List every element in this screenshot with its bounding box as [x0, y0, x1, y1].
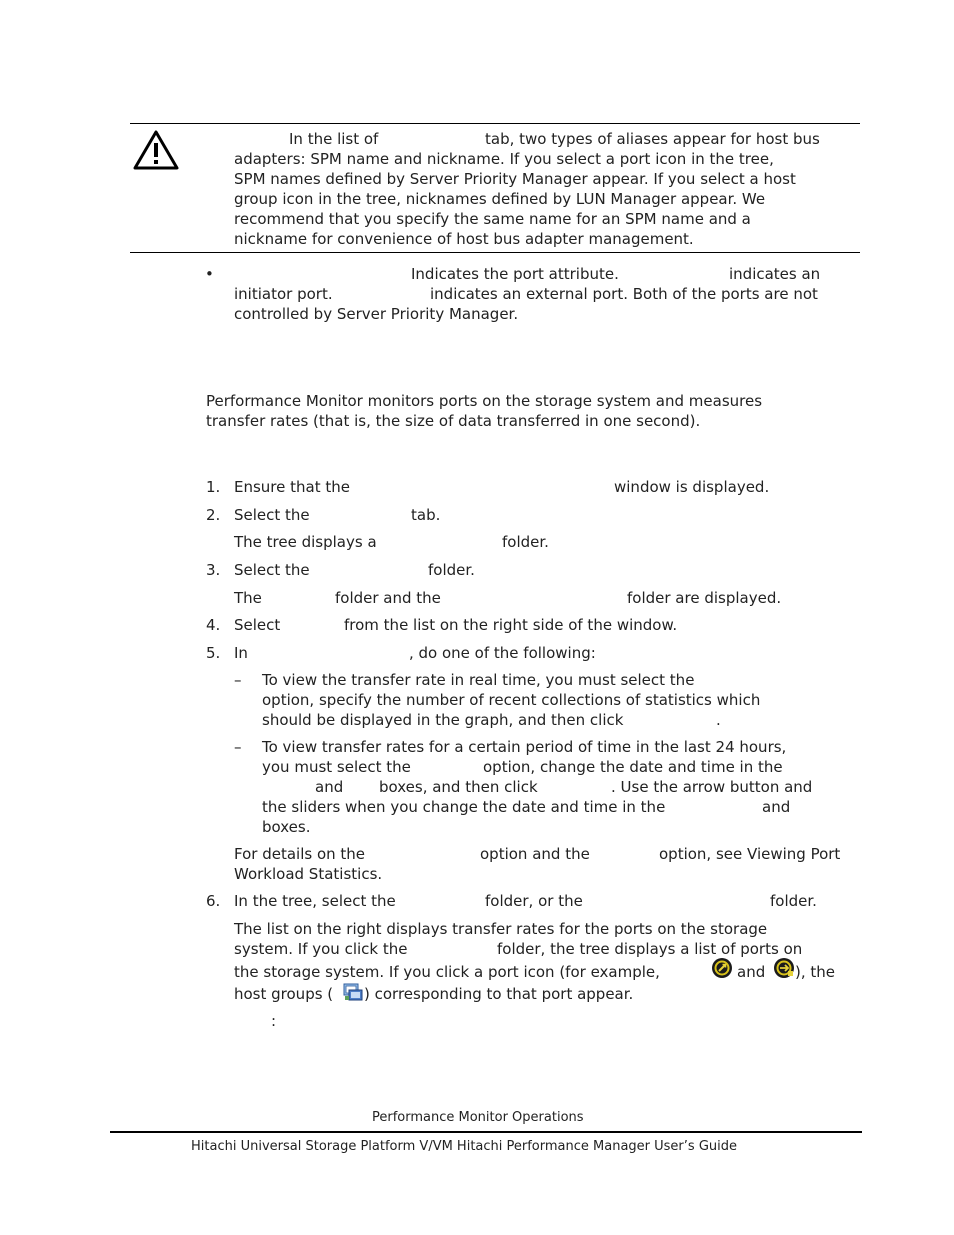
note-line-5: recommend that you specify the same name for an SPM name and a	[234, 210, 751, 228]
step-5-details-b: option and the	[480, 845, 590, 863]
step-6-result-line-4a: host groups (	[234, 985, 334, 1003]
step-2-text-a: Select the	[234, 506, 310, 524]
step-3-result-c: folder are displayed.	[627, 589, 782, 607]
step-2-result-b: folder.	[502, 533, 549, 551]
step-4-text-b: from the list on the right side of the window.	[344, 616, 678, 634]
bullet-marker: •	[205, 265, 214, 283]
sub-item-2-line-5: boxes.	[262, 818, 311, 836]
bullet-line-1a: Indicates the port attribute.	[411, 265, 619, 283]
sub-item-1-dash: –	[234, 671, 242, 689]
step-1-text-a: Ensure that the	[234, 478, 350, 496]
step-6-result-line-2b: folder, the tree displays a list of ports on	[497, 940, 803, 958]
intro-line-1: Performance Monitor monitors ports on the storage system and measures	[206, 392, 763, 410]
step-3-number: 3.	[206, 561, 221, 579]
note-line-6: nickname for convenience of host bus adapter management.	[234, 230, 694, 248]
sub-item-2-line-3b: boxes, and then click	[379, 778, 538, 796]
step-5-details-c: option, see Viewing Port	[659, 845, 841, 863]
sub-item-2-dash: –	[234, 738, 242, 756]
step-1-number: 1.	[206, 478, 221, 496]
note-top-rule	[130, 123, 860, 124]
note-line-1a: In the list of	[289, 130, 379, 148]
step-3-result-a: The	[234, 589, 262, 607]
step-6-trailing-colon: :	[271, 1012, 277, 1030]
note-line-4: group icon in the tree, nicknames defined by LUN Manager appear. We	[234, 190, 766, 208]
host-group-icon	[342, 981, 364, 1003]
step-1-text-b: window is displayed.	[614, 478, 770, 496]
step-4-text-a: Select	[234, 616, 281, 634]
external-port-icon	[773, 957, 795, 979]
step-6-result-line-3c: ), the	[795, 963, 836, 981]
step-6-result-line-3a: the storage system. If you click a port icon (for example,	[234, 963, 660, 981]
step-5-details-a: For details on the	[234, 845, 366, 863]
step-6-result-line-2a: system. If you click the	[234, 940, 408, 958]
step-6-text-a: In the tree, select the	[234, 892, 396, 910]
step-6-number: 6.	[206, 892, 221, 910]
sub-item-2-line-4a: the sliders when you change the date and time in the	[262, 798, 666, 816]
sub-item-2-line-1: To view transfer rates for a certain period of time in the last 24 hours,	[262, 738, 787, 756]
sub-item-2-line-2b: option, change the date and time in the	[483, 758, 783, 776]
step-6-text-c: folder.	[770, 892, 817, 910]
step-6-result-line-3b: and	[737, 963, 766, 981]
step-2-number: 2.	[206, 506, 221, 524]
step-6-result-line-4b: ) corresponding to that port appear.	[364, 985, 634, 1003]
bullet-line-3: controlled by Server Priority Manager.	[234, 305, 519, 323]
initiator-port-icon	[711, 957, 733, 979]
step-5-text-a: In	[234, 644, 248, 662]
step-2-result-a: The tree displays a	[234, 533, 377, 551]
bullet-line-2b: indicates an external port. Both of the ports are not	[430, 285, 818, 303]
step-4-number: 4.	[206, 616, 221, 634]
step-3-text-b: folder.	[428, 561, 475, 579]
note-line-1b: tab, two types of aliases appear for host bus	[485, 130, 820, 148]
step-5-number: 5.	[206, 644, 221, 662]
bullet-line-1b: indicates an	[729, 265, 821, 283]
sub-item-2-line-3c: . Use the arrow button and	[611, 778, 813, 796]
sub-item-1-line-1: To view the transfer rate in real time, you must select the	[262, 671, 695, 689]
footer-section-title: Performance Monitor Operations	[372, 1110, 584, 1125]
bullet-line-2a: initiator port.	[234, 285, 333, 303]
sub-item-2-line-3a: and	[315, 778, 344, 796]
step-6-text-b: folder, or the	[485, 892, 583, 910]
sub-item-1-line-3-end: .	[716, 711, 721, 729]
intro-line-2: transfer rates (that is, the size of data transferred in one second).	[206, 412, 701, 430]
note-line-3: SPM names defined by Server Priority Manager appear. If you select a host	[234, 170, 796, 188]
warning-icon	[132, 129, 180, 171]
note-bottom-rule	[130, 252, 860, 253]
step-3-text-a: Select the	[234, 561, 310, 579]
sub-item-1-line-2: option, specify the number of recent collections of statistics which	[262, 691, 761, 709]
step-5-text-b: , do one of the following:	[409, 644, 596, 662]
footer-rule	[110, 1131, 862, 1133]
note-line-2: adapters: SPM name and nickname. If you select a port icon in the tree,	[234, 150, 774, 168]
step-6-result-line-1: The list on the right displays transfer rates for the ports on the storage	[234, 920, 768, 938]
step-3-result-b: folder and the	[335, 589, 441, 607]
footer-guide-title: Hitachi Universal Storage Platform V/VM Hitachi Performance Manager User’s Guide	[191, 1139, 737, 1154]
step-5-details-d: Workload Statistics.	[234, 865, 383, 883]
sub-item-1-line-3: should be displayed in the graph, and then click	[262, 711, 624, 729]
sub-item-2-line-4b: and	[762, 798, 791, 816]
sub-item-2-line-2a: you must select the	[262, 758, 411, 776]
step-2-text-b: tab.	[411, 506, 441, 524]
